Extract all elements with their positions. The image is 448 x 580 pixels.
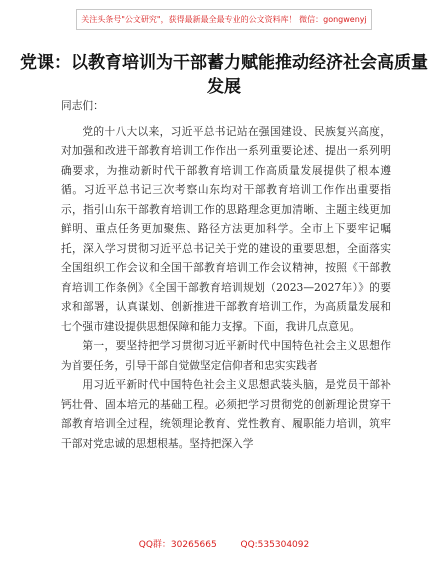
paragraph-2: 第一，要坚持把学习贯彻习近平新时代中国特色社会主义思想作为首要任务，引导干部自觉做坚定信仰者和忠实实践者: [61, 339, 391, 372]
greeting: 同志们：: [61, 99, 104, 112]
footer-qq: QQ:535304092: [240, 540, 310, 550]
footer-qq-group: QQ群：30265665: [138, 540, 217, 550]
paragraph-3: 用习近平新时代中国特色社会主义思想武装头脑，是党员干部补钙壮骨、固本培元的基础工程。必须把学习贯彻党的创新理论贯穿干部教育培训全过程，统领理论教育、党性教育、履职能力培训，筑牢干部对党忠诚的思想根基。坚持把深入学: [61, 378, 391, 450]
page-footer: [0, 537, 448, 550]
header-banner: 关注头条号"公文研究"，获得最新最全最专业的公文资料库！ 微信：gongwenyj: [76, 9, 372, 30]
document-body: [61, 96, 391, 453]
paragraph-1: 党的十八大以来，习近平总书记站在强国建设、民族复兴高度，对加强和改进干部教育培训工作作出一系列重要论述、提出一系列明确要求，为推动新时代干部教育培训工作高质量发展提供了根本遵循。习近平总书记三次考察山东均对干部教育培训工作作出重要指示，指引山东干部教育培训工作的思路理念更加清晰、主题主线更加鲜明、重点任务更加聚焦、路径方法更加科学。全市上下要牢记嘱托，深入学习贯彻习近平总书记关于党的建设的重要思想，全面落实全国组织工作会议和全国干部教育培训工作会议精神，按照《干部教育培训工作条例》《全国干部教育培训规划（2023—2027年）》的要求和部署，认真谋划、创新推进干部教育培训工作，为高质量发展和七个强市建设提供思想保障和能力支撑。下面，我讲几点意见。: [61, 124, 391, 333]
document-title: 党课：以教育培训为干部蓄力赋能推动经济社会高质量发展: [20, 53, 428, 97]
